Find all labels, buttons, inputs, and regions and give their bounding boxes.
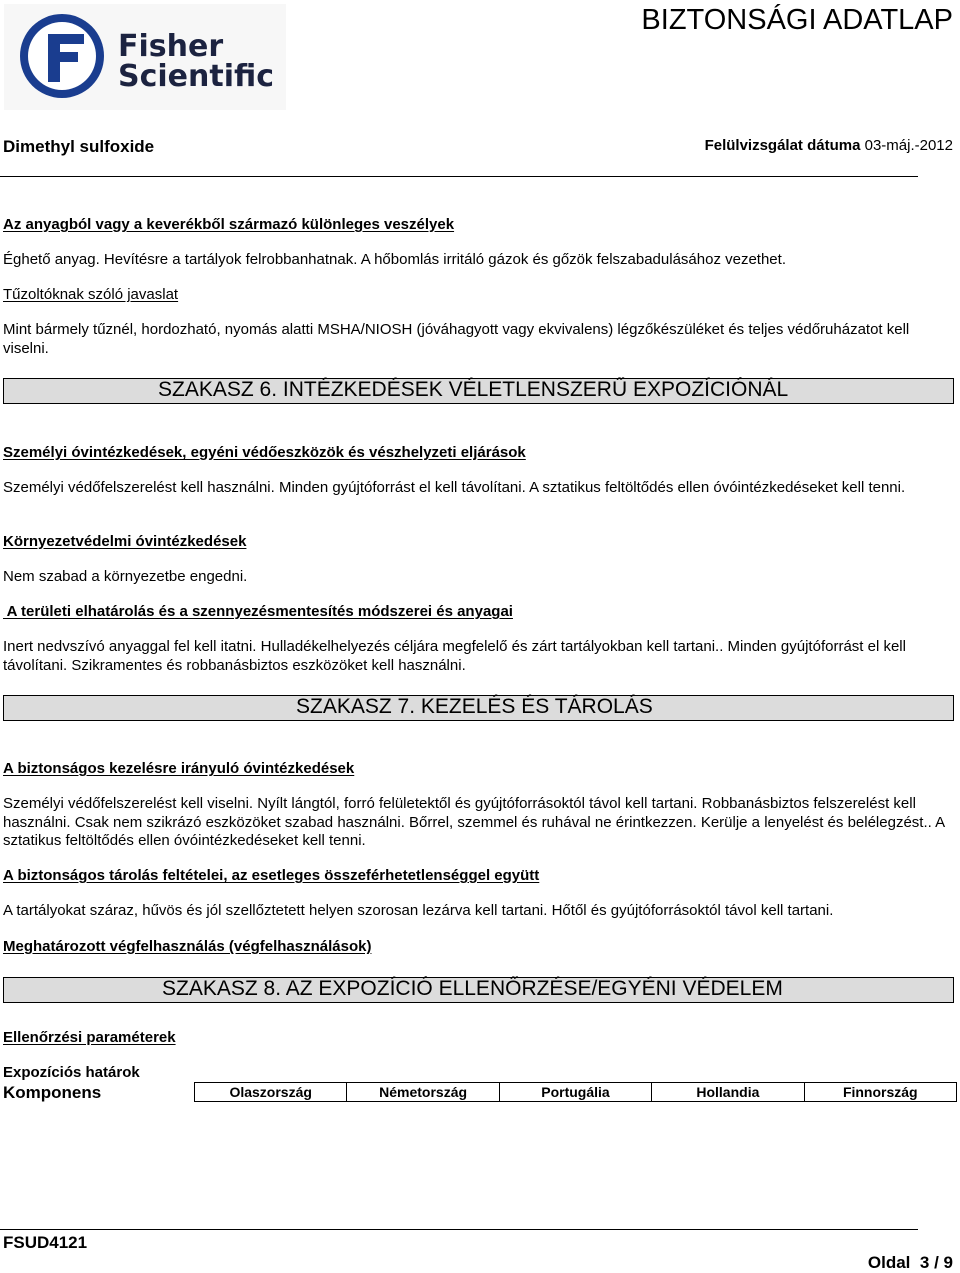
footer-divider: [0, 1229, 918, 1230]
firefighters-heading: Tűzoltóknak szóló javaslat: [3, 286, 179, 303]
hazards-text: Éghető anyag. Hevítésre a tartályok felrobbanhatnak. A hőbomlás irritáló gázok és gőzök felszabadulásához vezethet.: [3, 251, 786, 268]
personal-precautions-heading: Személyi óvintézkedések, egyéni védőeszközök és vészhelyzeti eljárások: [3, 444, 526, 461]
product-name: Dimethyl sulfoxide: [3, 137, 155, 156]
country-header-italy: Olaszország: [195, 1083, 347, 1102]
country-header-portugal: Portugália: [499, 1083, 651, 1102]
section8-title: SZAKASZ 8. AZ EXPOZÍCIÓ ELLENŐRZÉSE/EGYÉNI VÉDELEM: [162, 977, 783, 1000]
document-title: BIZTONSÁGI ADATLAP: [641, 4, 953, 36]
section7-title: SZAKASZ 7. KEZELÉS ÉS TÁROLÁS: [296, 695, 653, 718]
fisher-scientific-logo: [4, 4, 286, 110]
page-current: 3: [919, 1253, 930, 1272]
component-label: Komponens: [3, 1083, 102, 1102]
hazards-heading: Az anyagból vagy a keverékből származó különleges veszélyek: [3, 216, 455, 233]
exposure-limits-label: Expozíciós határok: [3, 1064, 140, 1081]
handling-heading: A biztonságos kezelésre irányuló óvintézkedések: [3, 760, 355, 777]
document-code: FSUD4121: [3, 1233, 88, 1252]
storage-text: A tartályokat száraz, hűvös és jól szellőztetett helyen szorosan lezárva kell tartani. Hőtől és gyújtóforrásoktól távol kell tartani.: [3, 902, 834, 919]
section7-bar: [3, 695, 954, 721]
environmental-text: Nem szabad a környezetbe engedni.: [3, 568, 248, 585]
section8-bar: [3, 977, 954, 1003]
page-number: [868, 1253, 953, 1273]
control-parameters-heading: Ellenőrzési paraméterek: [3, 1029, 176, 1046]
containment-heading: A területi elhatárolás és a szennyezésmentesítés módszerei és anyagai: [3, 603, 513, 620]
revision-date-value: 03-máj.-2012: [864, 137, 953, 154]
firefighters-text: Mint bármely tűznél, hordozható, nyomás alatti MSHA/NIOSH (jóváhagyott vagy ekvivalens) légzőkészüléket és teljes védőruházatot kell viselni.: [3, 321, 910, 357]
end-use-heading: Meghatározott végfelhasználás (végfelhasználások): [3, 938, 372, 955]
logo-text-scientific: Scientific: [118, 59, 275, 94]
environmental-heading: Környezetvédelmi óvintézkedések: [3, 533, 247, 550]
country-header-netherlands: Hollandia: [652, 1083, 804, 1102]
page-separator: /: [934, 1253, 939, 1272]
country-header-germany: Németország: [347, 1083, 499, 1102]
section6-bar: [3, 378, 954, 404]
section6-title: SZAKASZ 6. INTÉZKEDÉSEK VÉLETLENSZERŰ EXPOZÍCIÓNÁL: [158, 378, 789, 401]
logo-text-fisher: Fisher: [118, 29, 224, 64]
table-header-row: [195, 1083, 957, 1102]
country-header-finland: Finnország: [804, 1083, 956, 1102]
handling-text: Személyi védőfelszerelést kell viselni. Nyílt lángtól, forró felületektől és gyújtóforrásoktól távol kell tartani. Robbanásbiztos felszerelést kell használni. Csak nem szikrázó eszközöket szabad használni. Bőrrel, szemmel és ruhával ne érintkezzen. Kerülje a lenyelést és belélegzést.. A sztatikus feltöltődés ellen óvóintézkedéseket kell tenni.: [3, 795, 945, 849]
revision-label: Felülvizsgálat dátuma: [704, 137, 861, 154]
revision-date: [705, 137, 953, 154]
exposure-limits-table: [194, 1082, 957, 1102]
header-divider: [0, 176, 918, 177]
personal-precautions-text: Személyi védőfelszerelést kell használni. Minden gyújtóforrást el kell távolítani. A sztatikus feltöltődés ellen óvóintézkedéseket kell tenni.: [3, 479, 906, 496]
page-label: Oldal: [867, 1253, 911, 1272]
storage-heading: A biztonságos tárolás feltételei, az esetleges összeférhetetlenséggel együtt: [3, 867, 540, 884]
containment-text: Inert nedvszívó anyaggal fel kell itatni. Hulladékelhelyezés céljára megfelelő és zárt tartályokban kell tartani.. Minden gyújtóforrást el kell távolítani. Szikramentes és robbanásbiztos eszközöket kell használni.: [3, 638, 906, 674]
page-total: 9: [943, 1253, 953, 1272]
